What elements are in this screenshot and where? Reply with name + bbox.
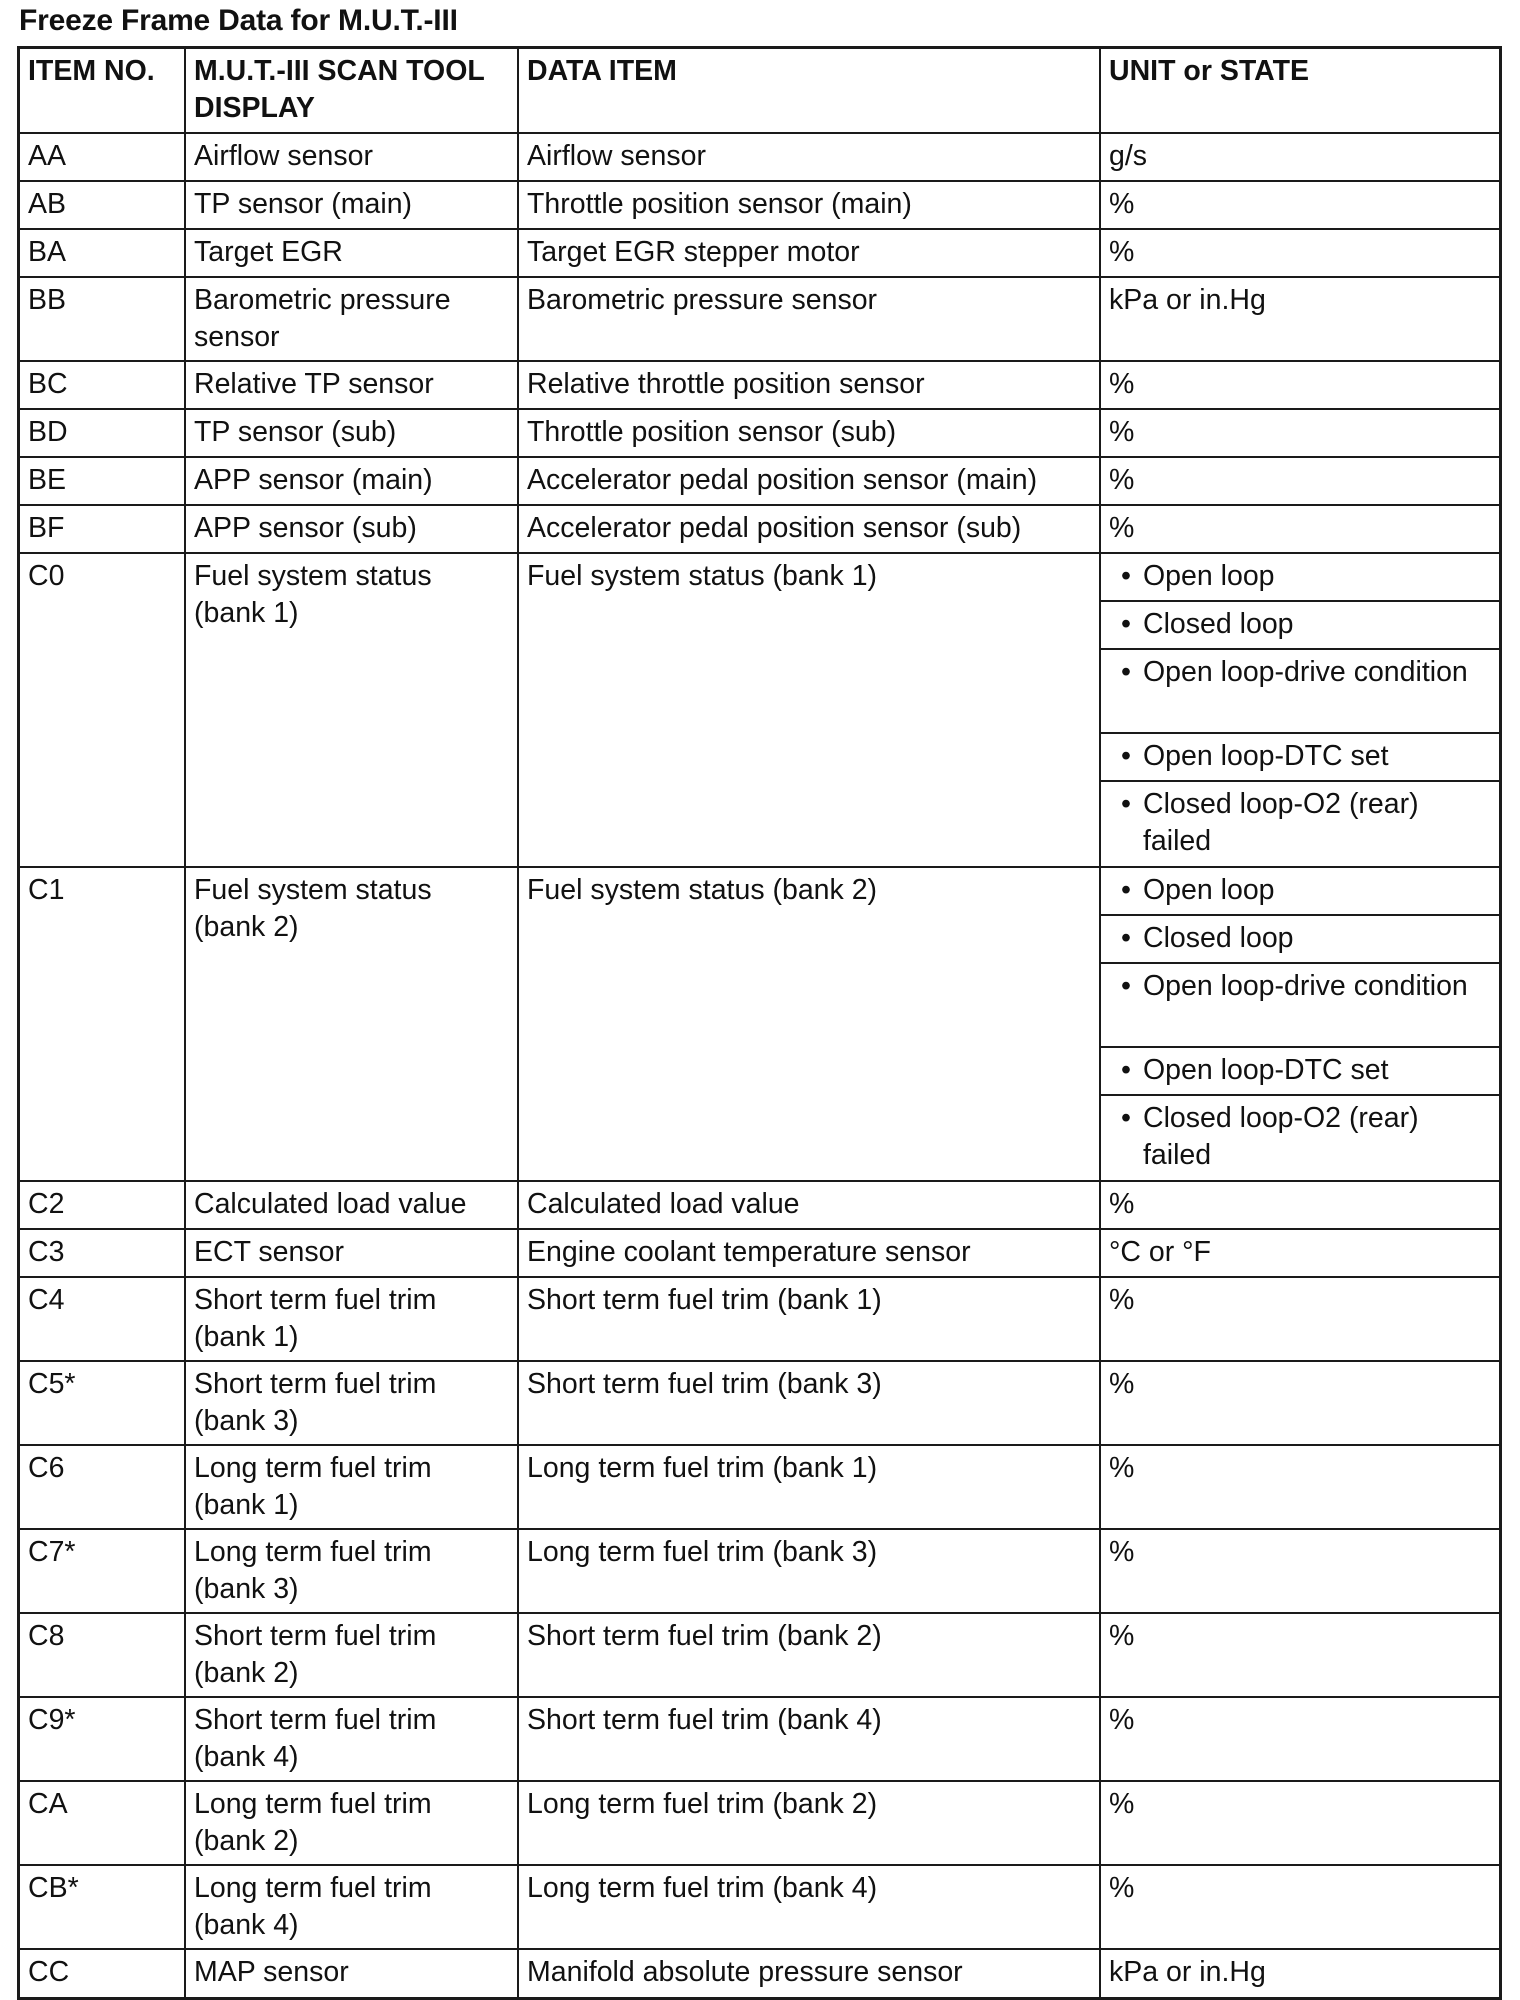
unit-cell: g/s bbox=[1100, 133, 1499, 181]
display-cell: Long term fuel trim (bank 2) bbox=[185, 1781, 518, 1865]
display-cell: Target EGR bbox=[185, 229, 518, 277]
item-no-cell: CB* bbox=[20, 1865, 185, 1949]
data-item-cell: Fuel system status (bank 2) bbox=[518, 867, 1100, 1181]
unit-cell: % bbox=[1100, 1613, 1499, 1697]
display-cell: Short term fuel trim (bank 3) bbox=[185, 1361, 518, 1445]
display-cell: MAP sensor bbox=[185, 1949, 518, 1997]
item-no-cell: C4 bbox=[20, 1277, 185, 1361]
table-row bbox=[20, 1445, 1499, 1529]
unit-cell: % bbox=[1100, 1361, 1499, 1445]
unit-cell: % bbox=[1100, 181, 1499, 229]
bullet-icon: • bbox=[1121, 970, 1131, 1002]
state-item bbox=[1101, 554, 1499, 602]
unit-cell: % bbox=[1100, 1181, 1499, 1229]
item-no-cell: BB bbox=[20, 277, 185, 361]
item-no-cell: BE bbox=[20, 457, 185, 505]
state-item bbox=[1101, 1096, 1499, 1180]
unit-cell: % bbox=[1100, 229, 1499, 277]
table-row bbox=[20, 1781, 1499, 1865]
state-label: Open loop-drive condition bbox=[1143, 656, 1468, 688]
table-row bbox=[20, 1229, 1499, 1277]
state-item bbox=[1101, 868, 1499, 916]
table-row bbox=[20, 1949, 1499, 1997]
table-row bbox=[20, 1277, 1499, 1361]
table-row bbox=[20, 1361, 1499, 1445]
state-label: Open loop-DTC set bbox=[1143, 1054, 1389, 1086]
unit-cell: % bbox=[1100, 361, 1499, 409]
display-cell: APP sensor (main) bbox=[185, 457, 518, 505]
data-item-cell: Short term fuel trim (bank 3) bbox=[518, 1361, 1100, 1445]
freeze-frame-table-frame bbox=[17, 46, 1502, 2000]
display-cell: ECT sensor bbox=[185, 1229, 518, 1277]
data-item-cell: Engine coolant temperature sensor bbox=[518, 1229, 1100, 1277]
data-item-cell: Short term fuel trim (bank 4) bbox=[518, 1697, 1100, 1781]
freeze-frame-table bbox=[20, 49, 1499, 1997]
display-cell: TP sensor (sub) bbox=[185, 409, 518, 457]
data-item-cell: Barometric pressure sensor bbox=[518, 277, 1100, 361]
item-no-cell: C9* bbox=[20, 1697, 185, 1781]
display-cell: APP sensor (sub) bbox=[185, 505, 518, 553]
item-no-cell: CC bbox=[20, 1949, 185, 1997]
table-header-row bbox=[20, 49, 1499, 133]
document-title: Freeze Frame Data for M.U.T.-III bbox=[19, 4, 458, 37]
table-row bbox=[20, 133, 1499, 181]
data-item-cell: Calculated load value bbox=[518, 1181, 1100, 1229]
state-list-cell bbox=[1100, 553, 1499, 867]
table-row bbox=[20, 1181, 1499, 1229]
item-no-cell: AB bbox=[20, 181, 185, 229]
unit-cell: % bbox=[1100, 1781, 1499, 1865]
state-label: Closed loop-O2 (rear) failed bbox=[1143, 1102, 1419, 1171]
display-cell: Long term fuel trim (bank 1) bbox=[185, 1445, 518, 1529]
display-cell: Calculated load value bbox=[185, 1181, 518, 1229]
data-item-cell: Long term fuel trim (bank 4) bbox=[518, 1865, 1100, 1949]
unit-cell: % bbox=[1100, 1277, 1499, 1361]
table-row bbox=[20, 409, 1499, 457]
table-row bbox=[20, 229, 1499, 277]
unit-cell: % bbox=[1100, 409, 1499, 457]
header-item-no: ITEM NO. bbox=[20, 49, 185, 133]
item-no-cell: C1 bbox=[20, 867, 185, 1181]
data-item-cell: Relative throttle position sensor bbox=[518, 361, 1100, 409]
state-label: Closed loop bbox=[1143, 922, 1294, 954]
data-item-cell: Accelerator pedal position sensor (main) bbox=[518, 457, 1100, 505]
header-unit-or-state: UNIT or STATE bbox=[1100, 49, 1499, 133]
item-no-cell: AA bbox=[20, 133, 185, 181]
table-row bbox=[20, 457, 1499, 505]
unit-cell: % bbox=[1100, 1445, 1499, 1529]
state-item bbox=[1101, 734, 1499, 782]
data-item-cell: Long term fuel trim (bank 1) bbox=[518, 1445, 1100, 1529]
item-no-cell: C7* bbox=[20, 1529, 185, 1613]
display-cell: Long term fuel trim (bank 3) bbox=[185, 1529, 518, 1613]
bullet-icon: • bbox=[1121, 608, 1131, 640]
data-item-cell: Long term fuel trim (bank 3) bbox=[518, 1529, 1100, 1613]
data-item-cell: Throttle position sensor (main) bbox=[518, 181, 1100, 229]
bullet-icon: • bbox=[1121, 656, 1131, 688]
state-item bbox=[1101, 782, 1499, 866]
item-no-cell: C8 bbox=[20, 1613, 185, 1697]
data-item-cell: Long term fuel trim (bank 2) bbox=[518, 1781, 1100, 1865]
display-cell: Fuel system status (bank 1) bbox=[185, 553, 518, 867]
bullet-icon: • bbox=[1121, 740, 1131, 772]
state-label: Open loop bbox=[1143, 874, 1275, 906]
table-row bbox=[20, 361, 1499, 409]
item-no-cell: C2 bbox=[20, 1181, 185, 1229]
display-cell: TP sensor (main) bbox=[185, 181, 518, 229]
state-list-cell bbox=[1100, 867, 1499, 1181]
state-label: Open loop-drive condition bbox=[1143, 970, 1468, 1002]
state-item bbox=[1101, 964, 1499, 1048]
display-cell: Fuel system status (bank 2) bbox=[185, 867, 518, 1181]
data-item-cell: Airflow sensor bbox=[518, 133, 1100, 181]
display-cell: Relative TP sensor bbox=[185, 361, 518, 409]
header-data-item: DATA ITEM bbox=[518, 49, 1100, 133]
table-row bbox=[20, 1613, 1499, 1697]
item-no-cell: C5* bbox=[20, 1361, 185, 1445]
unit-cell: % bbox=[1100, 1865, 1499, 1949]
table-row bbox=[20, 181, 1499, 229]
display-cell: Barometric pressure sensor bbox=[185, 277, 518, 361]
display-cell: Short term fuel trim (bank 1) bbox=[185, 1277, 518, 1361]
state-item bbox=[1101, 916, 1499, 964]
table-row bbox=[20, 1697, 1499, 1781]
display-cell: Short term fuel trim (bank 2) bbox=[185, 1613, 518, 1697]
table-row bbox=[20, 553, 1499, 867]
state-item bbox=[1101, 650, 1499, 734]
item-no-cell: BF bbox=[20, 505, 185, 553]
unit-cell: % bbox=[1100, 1697, 1499, 1781]
item-no-cell: BD bbox=[20, 409, 185, 457]
bullet-icon: • bbox=[1121, 788, 1131, 820]
bullet-icon: • bbox=[1121, 874, 1131, 906]
item-no-cell: C0 bbox=[20, 553, 185, 867]
item-no-cell: C6 bbox=[20, 1445, 185, 1529]
table-row bbox=[20, 867, 1499, 1181]
data-item-cell: Short term fuel trim (bank 1) bbox=[518, 1277, 1100, 1361]
table-row bbox=[20, 505, 1499, 553]
state-label: Open loop-DTC set bbox=[1143, 740, 1389, 772]
bullet-icon: • bbox=[1121, 1102, 1131, 1134]
display-cell: Long term fuel trim (bank 4) bbox=[185, 1865, 518, 1949]
bullet-icon: • bbox=[1121, 1054, 1131, 1086]
state-item bbox=[1101, 1048, 1499, 1096]
unit-cell: % bbox=[1100, 457, 1499, 505]
bullet-icon: • bbox=[1121, 922, 1131, 954]
table-row bbox=[20, 1529, 1499, 1613]
data-item-cell: Target EGR stepper motor bbox=[518, 229, 1100, 277]
data-item-cell: Fuel system status (bank 1) bbox=[518, 553, 1100, 867]
item-no-cell: C3 bbox=[20, 1229, 185, 1277]
unit-cell: % bbox=[1100, 1529, 1499, 1613]
display-cell: Short term fuel trim (bank 4) bbox=[185, 1697, 518, 1781]
state-label: Closed loop bbox=[1143, 608, 1294, 640]
table-row bbox=[20, 1865, 1499, 1949]
state-label: Open loop bbox=[1143, 560, 1275, 592]
unit-cell: % bbox=[1100, 505, 1499, 553]
unit-cell: °C or °F bbox=[1100, 1229, 1499, 1277]
data-item-cell: Throttle position sensor (sub) bbox=[518, 409, 1100, 457]
display-cell: Airflow sensor bbox=[185, 133, 518, 181]
state-item bbox=[1101, 602, 1499, 650]
item-no-cell: BA bbox=[20, 229, 185, 277]
bullet-icon: • bbox=[1121, 560, 1131, 592]
unit-cell: kPa or in.Hg bbox=[1100, 277, 1499, 361]
table-row bbox=[20, 277, 1499, 361]
item-no-cell: CA bbox=[20, 1781, 185, 1865]
data-item-cell: Manifold absolute pressure sensor bbox=[518, 1949, 1100, 1997]
item-no-cell: BC bbox=[20, 361, 185, 409]
unit-cell: kPa or in.Hg bbox=[1100, 1949, 1499, 1997]
data-item-cell: Short term fuel trim (bank 2) bbox=[518, 1613, 1100, 1697]
state-label: Closed loop-O2 (rear) failed bbox=[1143, 788, 1419, 857]
header-scan-tool-display: M.U.T.-III SCAN TOOL DISPLAY bbox=[185, 49, 518, 133]
data-item-cell: Accelerator pedal position sensor (sub) bbox=[518, 505, 1100, 553]
